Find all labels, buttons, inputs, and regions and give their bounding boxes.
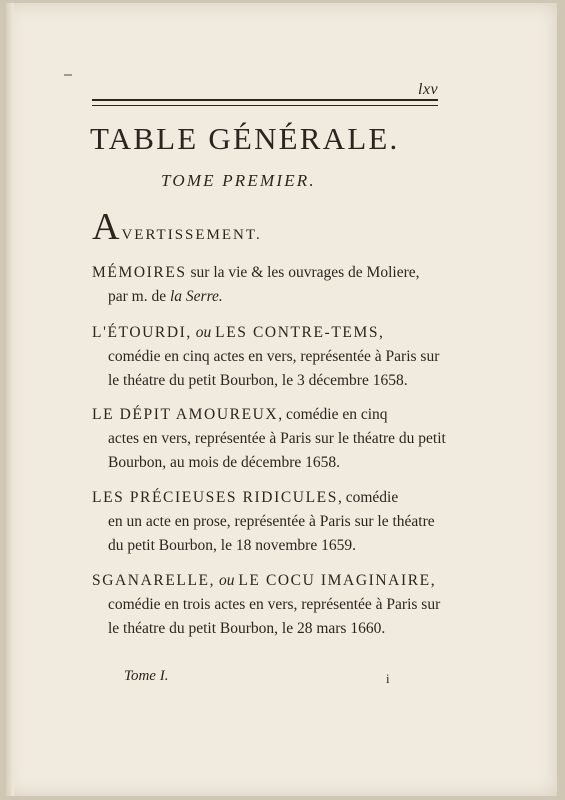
entry-subtitle: LE COCU IMAGINAIRE, [238,572,437,589]
entry-author: la Serre. [169,288,223,305]
entry-text: , comédie [337,489,399,506]
list-item [92,569,462,641]
entry-title: LES PRÉCIEUSES RIDICULES [92,489,338,506]
entry-text: le théatre du petit Bourbon, le 28 mars 1660. [108,620,386,637]
entry-text: , comédie en cinq [278,406,388,423]
heading-rest: VERTISSEMENT. [121,227,262,243]
entry-title: LE DÉPIT AMOUREUX [92,406,279,423]
entry-title: SGANARELLE, [92,572,216,589]
ink-mark [64,74,72,76]
page-title: TABLE GÉNÉRALE. [90,121,400,156]
entry-title: MÉMOIRES [92,264,187,281]
page-gutter [6,3,14,796]
entry-text: par m. de [108,288,170,305]
entry-text: du petit Bourbon, le 18 novembre 1659. [108,537,356,554]
entry-connector: ou [215,572,239,589]
avertissement-heading [92,208,262,246]
volume-signature: Tome I. [124,668,169,684]
entry-text: Bourbon, au mois de décembre 1658. [108,454,341,471]
list-item [92,261,462,309]
entry-text: en un acte en prose, représentée à Paris sur le théatre [108,513,435,530]
entry-text: actes en vers, représentée à Paris sur le théatre du petit [108,430,446,447]
entry-text: le théatre du petit Bourbon, le 3 décembre 1658. [108,372,408,389]
header-double-rule [92,99,438,106]
entry-title: L'ÉTOURDI, [92,324,192,341]
gathering-signature: i [386,671,390,686]
entry-connector: ou [191,324,216,341]
entry-text: sur la vie & les ouvrages de Moliere, [186,264,420,281]
page-number: lxv [418,81,439,98]
list-item [92,486,462,558]
entry-subtitle: LES CONTRE-TEMS, [215,324,385,341]
entry-text: comédie en trois actes en vers, représentée à Paris sur [108,596,441,613]
list-item [92,321,462,393]
drop-initial: A [92,206,120,248]
volume-heading: TOME PREMIER. [161,171,316,190]
list-item [92,403,462,475]
entry-text: comédie en cinq actes en vers, représentée à Paris sur [108,348,440,365]
book-page [6,3,557,796]
